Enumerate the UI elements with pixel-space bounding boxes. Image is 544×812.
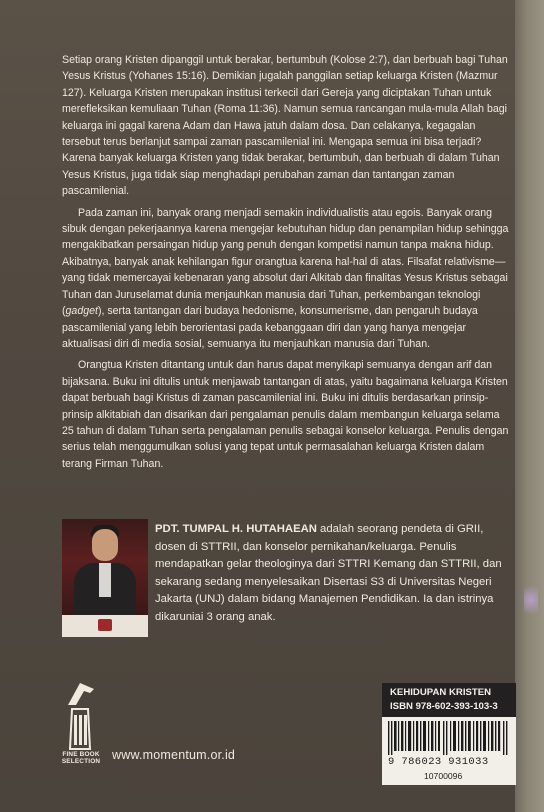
barcode-header xyxy=(382,683,516,717)
author-bio xyxy=(155,521,515,627)
isbn-barcode-block xyxy=(382,683,516,785)
author-photo-shirt xyxy=(99,563,111,597)
paragraph-2 xyxy=(62,205,514,353)
publisher-website: www.momentum.or.id xyxy=(112,748,236,762)
author-photo-face xyxy=(92,529,118,561)
paragraph-3: Orangtua Kristen ditantang untuk dan harus dapat menyikapi semuanya dengan arif dan bijaksana. Buku ini ditulis untuk menjawab tantangan di atas, yaitu bagaimana keluarga Kristen dapat berbuah bagi Kristus di zaman pascamilenial ini. Buku ini ditulis berdasarkan prinsip-prinsip alkitabiah dan disarikan dari pengalaman penulis dalam membangun keluarga selama 25 tahun di dalam Tuhan serta pengalaman penulis sebagai konselor keluarga. Penulis dengan serius telah menggumulkan solusi yang tepat untuk permasalahan keluarga Kristen dalam terang Firman Tuhan. xyxy=(62,359,509,470)
barcode-code: 10700096 xyxy=(424,771,463,781)
paragraph-2-part-2: ), serta tantangan dari budaya hedonisme, konsumerisme, dan pengaruh budaya pascamilenial yang lebih berorientasi pada kebanggaan diri dan yang hanya mengejar aktualisasi diri di media sosial, semuanya itu menjauhkan manusia dari Tuhan. xyxy=(62,305,478,350)
barcode-digits: 9 786023 931033 xyxy=(388,756,489,768)
synopsis xyxy=(62,52,514,477)
paragraph-2-part-1: Pada zaman ini, banyak orang menjadi semakin individualistis atau egois. Banyak orang sibuk dengan pekerjaannya karena mengejar kebutuhan hidup dan penampilan hidup sehingga mengakibatkan persaingan hidup yang penuh dengan kompetisi namun tanpa makna hidup. Akibatnya, banyak anak kehilangan figur orangtua karena hal-hal di atas. Filsafat relativisme—yang tidak memercayai kebenaran yang absolut dari Alkitab dan finalitas Yesus Kristus sebagai Tuhan dan Juruselamat dunia menjauhkan manusia dari Tuhan, perkembangan teknologi ( xyxy=(62,206,509,318)
book-category: KEHIDUPAN KRISTEN xyxy=(390,687,492,698)
barcode-icon xyxy=(388,721,510,755)
paragraph-2-italic: gadget xyxy=(65,305,98,318)
logo-text: FINE BOOK SELECTION xyxy=(61,751,101,766)
podium-emblem-icon xyxy=(98,619,112,631)
flower-spot xyxy=(524,580,538,620)
author-photo xyxy=(62,519,148,637)
cover-edge-background xyxy=(515,0,544,812)
author-name: PDT. TUMPAL H. HUTAHAEAN xyxy=(155,523,317,535)
paragraph-1: Setiap orang Kristen dipanggil untuk berakar, bertumbuh (Kolose 2:7), dan berbuah bagi Tuhan Yesus Kristus (Yohanes 15:16). Demikian jugalah panggilan setiap keluarga Kristen (Mazmur 127). Keluarga Kristen merupakan institusi terkecil dari Gereja yang diciptakan Tuhan untuk merefleksikan kemuliaan Tuhan (Roma 11:36). Namun semua rancangan mula-mula Allah bagi keluarga ini gagal karena Adam dan Hawa jatuh dalam dosa. Dan celakanya, kegagalan tersebut terus berlanjut sampai zaman pascamilenial ini. Mengapa semua ini bisa terjadi? Karena banyak keluarga Kristen yang tidak berakar, bertumbuh, dan berbuah di dalam Tuhan Yesus Kristus, juga tidak siap menghadapi perubahan zaman dan tantangan zaman pascamilenial. xyxy=(62,54,508,198)
author-bio-text: adalah seorang pendeta di GRII, dosen di STTRII, dan konselor pernikahan/keluarga. Penulis mendapatkan gelar theologinya dari STTRI Kemang dan STTRII, dan sekarang sedang menyelesaikan Disertasi S3 di Universitas Negeri Jakarta (UNJ) dalam bidang Manajemen Pendidikan. Ia dan istrinya dikaruniai 3 orang anak. xyxy=(155,523,502,623)
isbn-number: ISBN 978-602-393-103-3 xyxy=(390,701,498,712)
